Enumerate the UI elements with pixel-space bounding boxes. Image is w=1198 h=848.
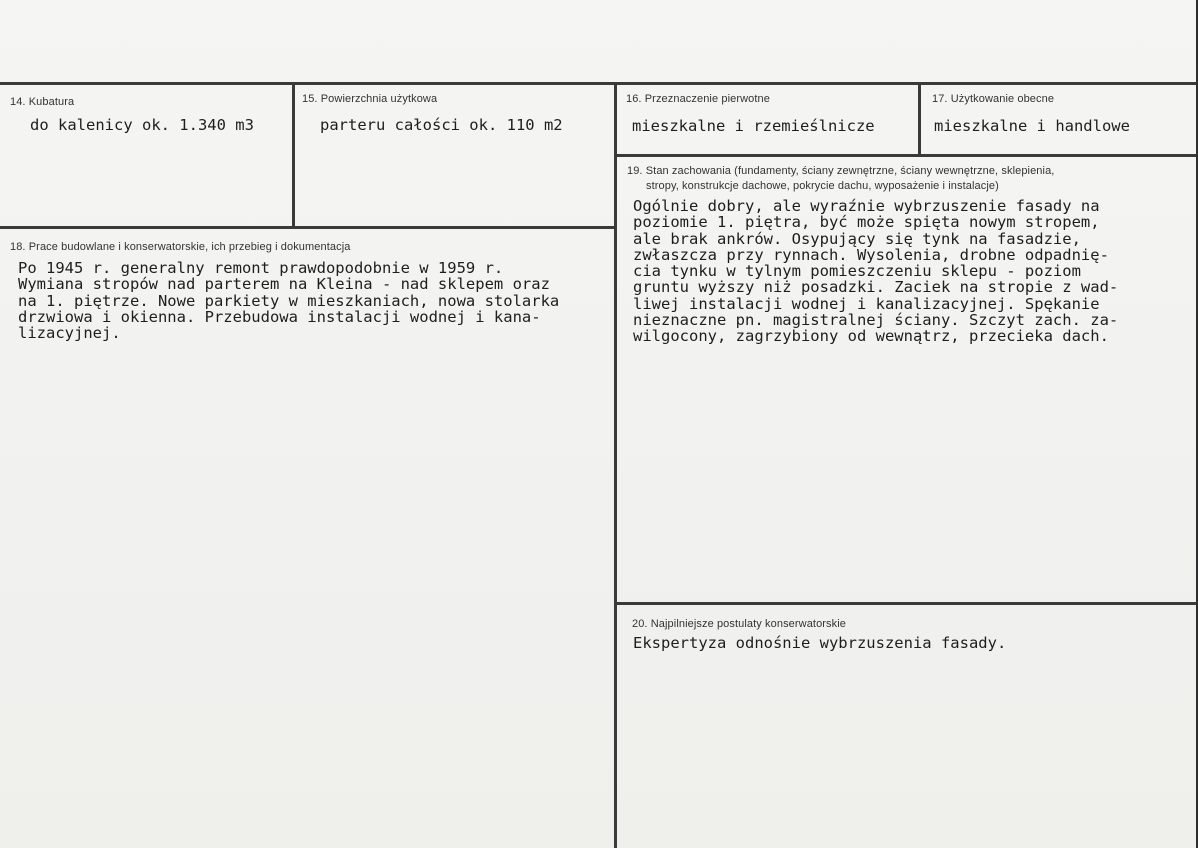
powierzchnia-label: 15. Powierzchnia użytkowa: [302, 93, 438, 105]
prace-line: na 1. piętrze. Nowe parkiety w mieszkaniach, nowa stolarka: [18, 291, 560, 310]
prace-line: lizacyjnej.: [18, 324, 121, 343]
stan-line: cia tynku w tylnym pomieszczeniu sklepu - poziom: [633, 262, 1081, 281]
prace-budowlane-text: [18, 260, 559, 341]
prace-line: Po 1945 r. generalny remont prawdopodobnie w 1959 r.: [18, 259, 504, 277]
przeznaczenie-value: mieszkalne i rzemieślnicze: [632, 117, 875, 135]
stan-line: Ogólnie dobry, ale wyraźnie wybrzuszenie fasady na: [633, 197, 1100, 215]
prace-line: drzwiowa i okienna. Przebudowa instalacji wodnej i kana-: [18, 307, 541, 326]
stan-line: poziomie 1. piętra, być może spięta nowym stropem,: [633, 213, 1100, 232]
stan-line: gruntu wyższy niż posadzki. Zaciek na stropie z wad-: [633, 278, 1119, 297]
stan-line: liwej instalacji wodnej i kanalizacyjnej. Spękanie: [633, 294, 1100, 313]
divider-16-17: [918, 84, 921, 156]
uzytkowanie-value: mieszkalne i handlowe: [934, 117, 1130, 135]
powierzchnia-value: parteru całości ok. 110 m2: [320, 116, 563, 134]
kubatura-label: 14. Kubatura: [10, 96, 75, 108]
kubatura-value: do kalenicy ok. 1.340 m3: [30, 116, 254, 134]
stan-line: zwłaszcza przy rynnach. Wysolenia, drobne odpadnię-: [633, 245, 1109, 264]
divider-14-15: [292, 84, 295, 228]
divider-left-right: [614, 84, 617, 848]
prace-budowlane-label: 18. Prace budowlane i konserwatorskie, ich przebieg i dokumentacja: [10, 241, 351, 253]
divider-15-18: [0, 226, 616, 229]
divider-19-20: [616, 602, 1196, 605]
stan-zachowania-label-line2: stropy, konstrukcje dachowe, pokrycie dachu, wyposażenie i instalacje): [646, 180, 999, 192]
uzytkowanie-label: 17. Użytkowanie obecne: [932, 93, 1055, 105]
postulaty-label: 20. Najpilniejsze postulaty konserwatorskie: [632, 618, 847, 630]
stan-line: ale brak ankrów. Osypujący się tynk na fasadzie,: [633, 229, 1081, 248]
przeznaczenie-label: 16. Przeznaczenie pierwotne: [626, 93, 770, 105]
divider-top: [0, 82, 1196, 85]
prace-line: Wymiana stropów nad parterem na Kleina - nad sklepem oraz: [18, 275, 550, 294]
stan-line: nieznaczne pn. magistralnej ściany. Szczyt zach. za-: [633, 311, 1119, 330]
stan-zachowania-label-line1: 19. Stan zachowania (fundamenty, ściany zewnętrzne, ściany wewnętrzne, sklepienia,: [627, 165, 1055, 177]
divider-17-19: [616, 154, 1196, 157]
stan-zachowania-text: [633, 198, 1118, 345]
postulaty-value: Ekspertyza odnośnie wybrzuszenia fasady.: [633, 634, 1007, 652]
stan-line: wilgocony, zagrzybiony od wewnątrz, przecieka dach.: [633, 327, 1109, 346]
